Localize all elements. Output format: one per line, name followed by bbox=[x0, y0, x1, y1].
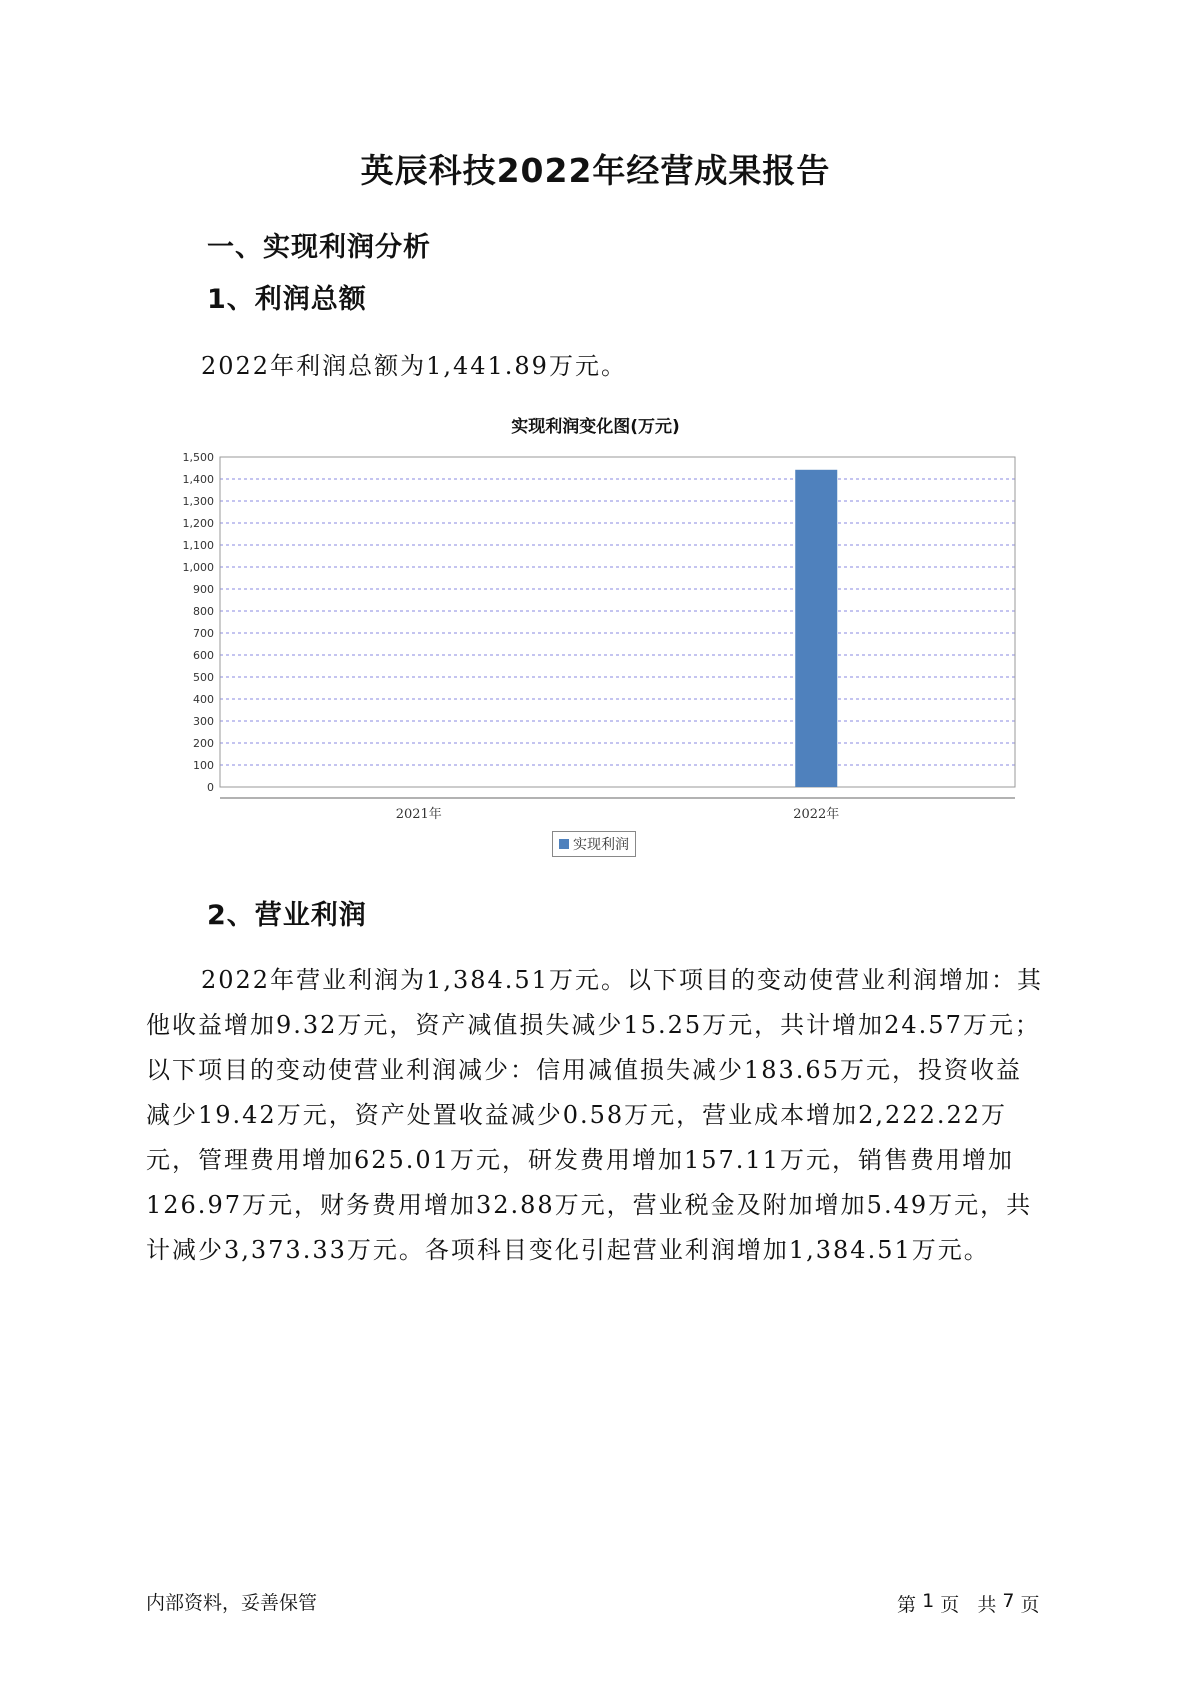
chart-y-ticks bbox=[183, 451, 215, 794]
y-tick-label: 1,300 bbox=[182, 495, 214, 508]
footer-page-number bbox=[897, 1590, 1040, 1617]
y-tick-label: 1,400 bbox=[182, 473, 214, 486]
y-tick-label: 100 bbox=[193, 759, 214, 772]
y-tick-label: 700 bbox=[193, 627, 214, 640]
y-tick-label: 800 bbox=[193, 605, 214, 618]
chart-title: 实现利润变化图(万元) bbox=[511, 417, 680, 437]
page-prefix: 第 bbox=[897, 1594, 917, 1616]
y-tick-label: 0 bbox=[207, 781, 214, 794]
chart-x-ticks bbox=[396, 806, 840, 822]
y-tick-label: 1,500 bbox=[182, 451, 214, 464]
chart-bars bbox=[795, 470, 837, 787]
section-heading-profit-analysis: 一、实现利润分析 bbox=[207, 232, 431, 263]
total-prefix: 共 bbox=[977, 1594, 997, 1616]
legend-label: 实现利润 bbox=[573, 837, 629, 853]
chart-legend bbox=[552, 831, 636, 857]
subheading-operating-profit: 2、营业利润 bbox=[207, 900, 367, 931]
y-tick-label: 900 bbox=[193, 583, 214, 596]
y-tick-label: 400 bbox=[193, 693, 214, 706]
footer-confidential-note: 内部资料，妥善保管 bbox=[146, 1592, 318, 1614]
y-tick-label: 1,100 bbox=[182, 539, 214, 552]
page-mid: 页 bbox=[940, 1594, 960, 1616]
page-current: 1 bbox=[922, 1590, 935, 1612]
subheading-total-profit: 1、利润总额 bbox=[207, 284, 367, 315]
y-tick-label: 300 bbox=[193, 715, 214, 728]
x-tick-label: 2022年 bbox=[793, 807, 840, 822]
x-tick-label: 2021年 bbox=[395, 807, 442, 822]
page-title: 英辰科技2022年经营成果报告 bbox=[360, 151, 831, 190]
legend-swatch bbox=[559, 839, 569, 849]
bar-1 bbox=[795, 470, 837, 787]
plot-area-border bbox=[220, 457, 1015, 787]
total-suffix: 页 bbox=[1020, 1594, 1040, 1616]
total-profit-paragraph: 2022年利润总额为1,441.89万元。 bbox=[201, 352, 627, 380]
operating-profit-paragraph: 2022年营业利润为1,384.51万元。以下项目的变动使营业利润增加：其他收益增加9.32万元，资产减值损失减少15.25万元，共计增加24.57万元；以下项目的变动使营业利润减少：信用减值损失减少183.65万元，投资收益减少19.42万元，资产处置收益减少0.58万元，营业成本增加2,222.22万元，管理费用增加625.01万元，研发费用增加157.11万元，销售费用增加126.97万元，财务费用增加32.88万元，营业税金及附加增加5.49万元，共计减少3,373.33万元。各项科目变化引起营业利润增加1,384.51万元。 bbox=[146, 966, 1043, 1264]
y-tick-label: 600 bbox=[193, 649, 214, 662]
y-tick-label: 200 bbox=[193, 737, 214, 750]
page-total: 7 bbox=[1002, 1590, 1015, 1612]
y-tick-label: 1,200 bbox=[182, 517, 214, 530]
y-tick-label: 500 bbox=[193, 671, 214, 684]
chart-gridlines bbox=[220, 457, 1015, 765]
y-tick-label: 1,000 bbox=[182, 561, 214, 574]
profit-bar-chart bbox=[160, 445, 1020, 830]
